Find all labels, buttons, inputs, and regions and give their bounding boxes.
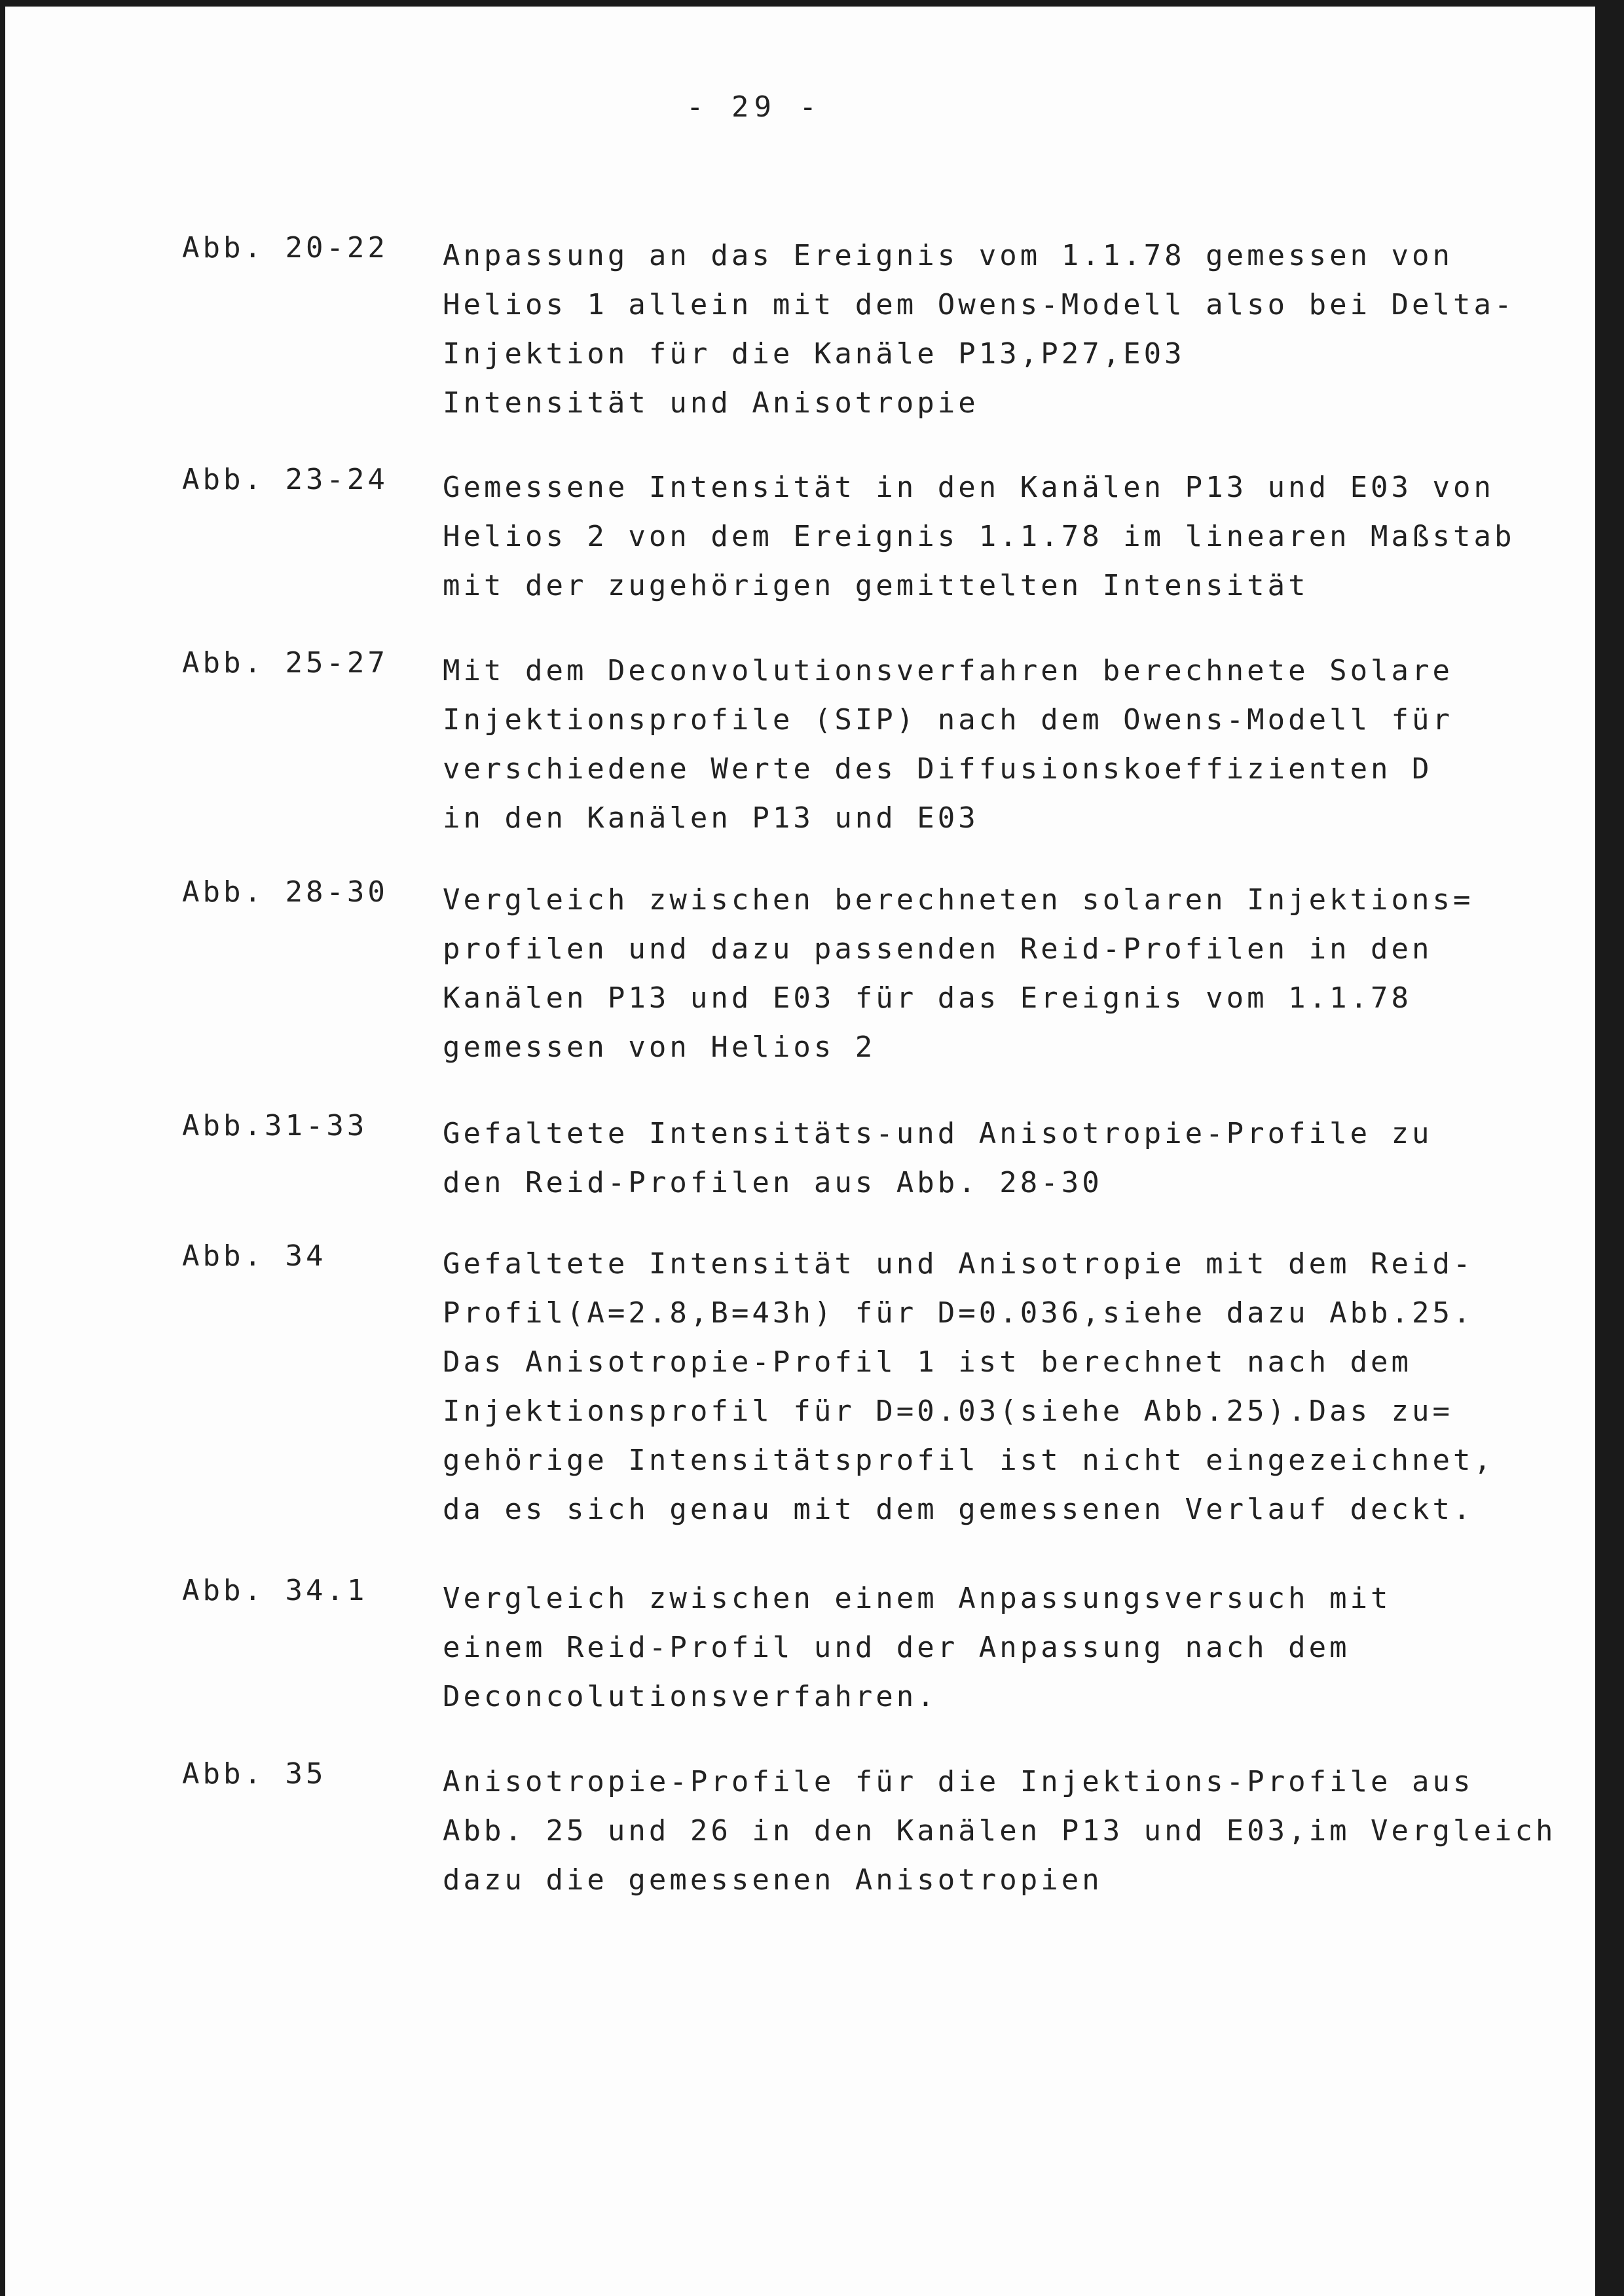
caption-line: Helios 2 von dem Ereignis 1.1.78 im linearen Maßstab [443,520,1515,553]
caption-line: Gefaltete Intensität und Anisotropie mit dem Reid- [443,1247,1474,1281]
caption-line: Vergleich zwischen berechneten solaren Injektions= [443,883,1474,917]
caption-line: Injektionsprofile (SIP) nach dem Owens-Modell für [443,703,1454,737]
figure-label: Abb. 34 [182,1239,327,1273]
caption-line: Helios 1 allein mit dem Owens-Modell also bei Delta- [443,288,1515,321]
page-number: - 29 - [686,90,822,124]
caption-line: Abb. 25 und 26 in den Kanälen P13 und E03,im Vergleich [443,1814,1557,1848]
caption-line: in den Kanälen P13 und E03 [443,801,979,835]
caption-line: den Reid-Profilen aus Abb. 28-30 [443,1166,1103,1199]
caption-line: mit der zugehörigen gemittelten Intensität [443,569,1309,602]
caption-line: Anpassung an das Ereignis vom 1.1.78 gemessen von [443,239,1454,272]
caption-line: Anisotropie-Profile für die Injektions-Profile aus [443,1765,1474,1798]
caption-line: Kanälen P13 und E03 für das Ereignis vom 1.1.78 [443,981,1412,1015]
caption-line: da es sich genau mit dem gemessenen Verlauf deckt. [443,1493,1474,1526]
caption-line: Injektionsprofil für D=0.03(siehe Abb.25).Das zu= [443,1394,1454,1428]
caption-line: Injektion für die Kanäle P13,P27,E03 [443,337,1185,371]
figure-label: Abb. 35 [182,1757,327,1791]
caption-line: Intensität und Anisotropie [443,386,979,420]
caption-line: Das Anisotropie-Profil 1 ist berechnet nach dem [443,1345,1412,1379]
figure-label: Abb. 34.1 [182,1574,368,1607]
figure-label: Abb. 28-30 [182,875,388,909]
caption-line: einem Reid-Profil und der Anpassung nach dem [443,1631,1350,1664]
figure-label: Abb.31-33 [182,1109,368,1142]
caption-line: verschiedene Werte des Diffusionskoeffizienten D [443,752,1433,786]
figure-label: Abb. 23-24 [182,463,388,496]
caption-line: Deconcolutionsverfahren. [443,1680,938,1713]
caption-line: Gemessene Intensität in den Kanälen P13 und E03 von [443,471,1495,504]
caption-line: Gefaltete Intensitäts-und Anisotropie-Profile zu [443,1117,1433,1150]
caption-line: dazu die gemessenen Anisotropien [443,1863,1103,1897]
caption-line: profilen und dazu passenden Reid-Profilen in den [443,932,1433,966]
figure-label: Abb. 25-27 [182,646,388,680]
caption-line: gemessen von Helios 2 [443,1030,876,1064]
caption-line: gehörige Intensitätsprofil ist nicht eingezeichnet, [443,1444,1495,1477]
figure-label: Abb. 20-22 [182,231,388,264]
caption-line: Mit dem Deconvolutionsverfahren berechnete Solare [443,654,1454,687]
caption-line: Profil(A=2.8,B=43h) für D=0.036,siehe dazu Abb.25. [443,1296,1474,1330]
caption-line: Vergleich zwischen einem Anpassungsversuch mit [443,1582,1392,1615]
